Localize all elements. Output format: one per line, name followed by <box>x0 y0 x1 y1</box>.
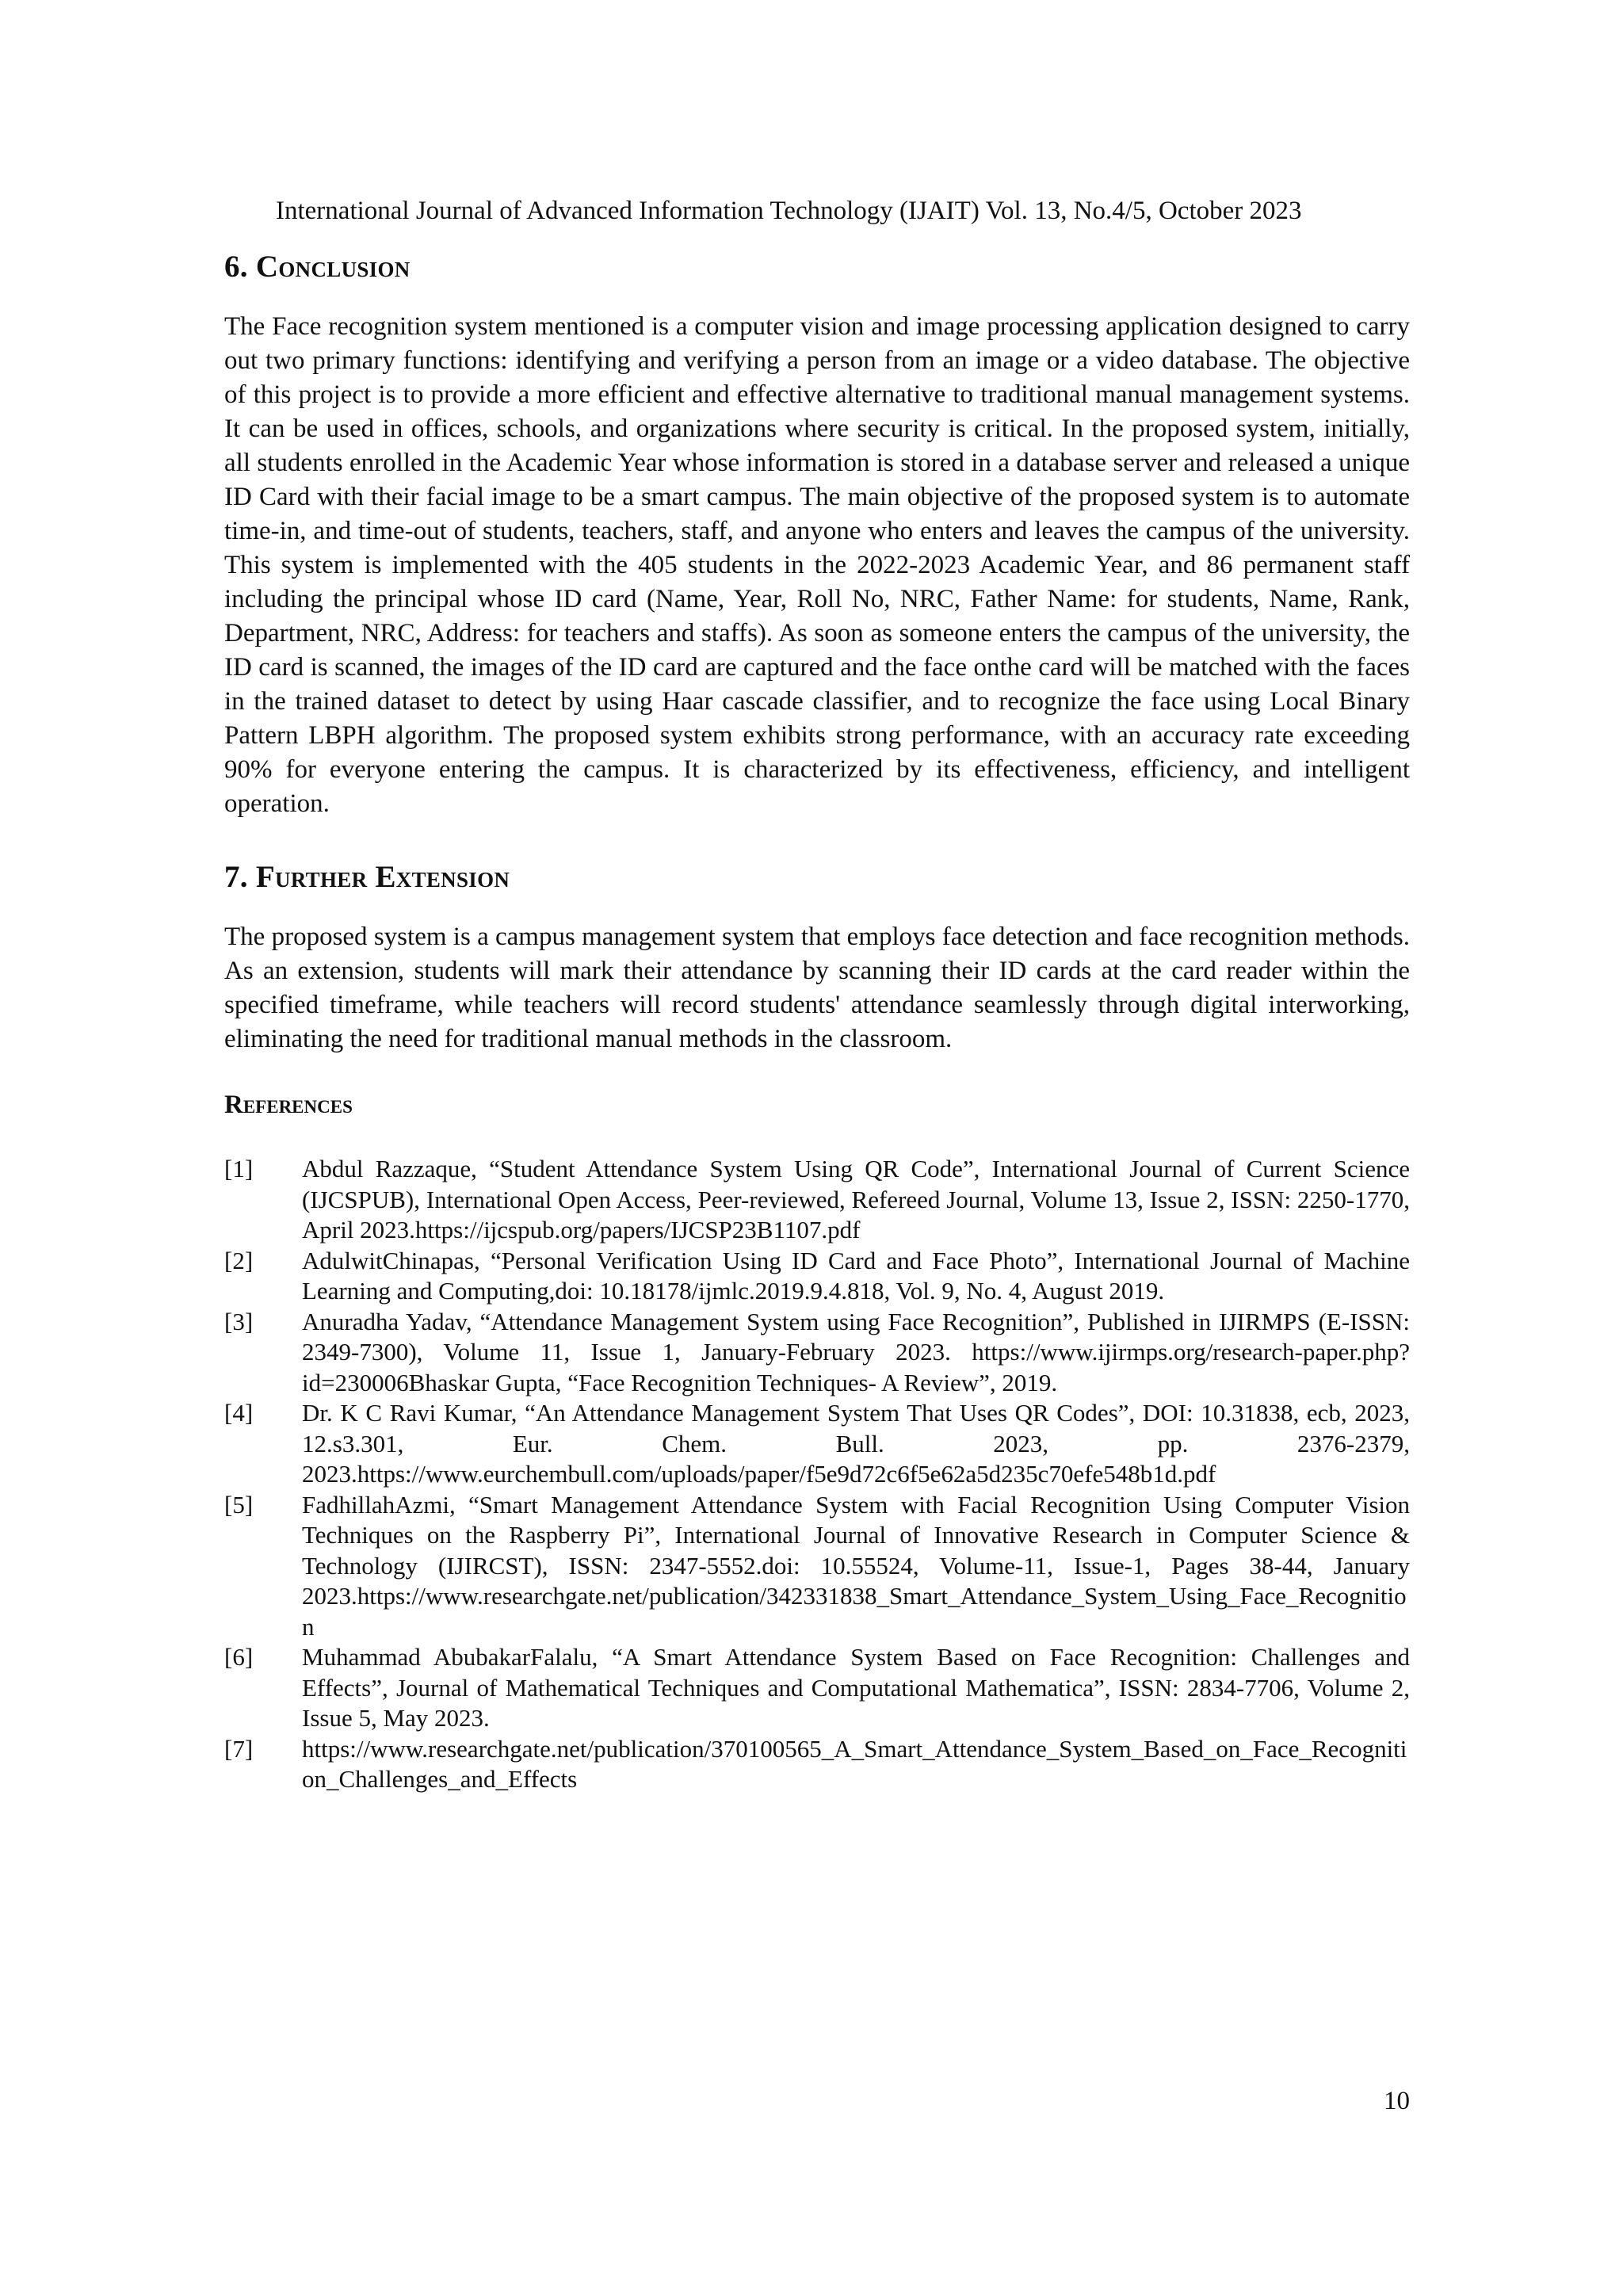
reference-item-4 <box>224 1398 1410 1490</box>
page-content <box>224 247 1410 1795</box>
conclusion-paragraph: The Face recognition system mentioned is a computer vision and image processing application designed to carry out two primary functions: identifying and verifying a person from an image or a video database. The objective of this project is to provide a more efficient and effective alternative to traditional manual management systems. It can be used in offices, schools, and organizations where security is critical. In the proposed system, initially, all students enrolled in the Academic Year whose information is stored in a database server and released a unique ID Card with their facial image to be a smart campus. The main objective of the proposed system is to automate time-in, and time-out of students, teachers, staff, and anyone who enters and leaves the campus of the university. This system is implemented with the 405 students in the 2022-2023 Academic Year, and 86 permanent staff including the principal whose ID card (Name, Year, Roll No, NRC, Father Name: for students, Name, Rank, Department, NRC, Address: for teachers and staffs). As soon as someone enters the campus of the university, the ID card is scanned, the images of the ID card are captured and the face onthe card will be matched with the faces in the trained dataset to detect by using Haar cascade classifier, and to recognize the face using Local Binary Pattern LBPH algorithm. The proposed system exhibits strong performance, with an accuracy rate exceeding 90% for everyone entering the campus. It is characterized by its effectiveness, efficiency, and intelligent operation. <box>224 312 1410 818</box>
reference-number: [3] <box>224 1307 254 1335</box>
further-extension-paragraph: The proposed system is a campus management system that employs face detection and face recognition methods. As an extension, students will mark their attendance by scanning their ID cards at the card reader within the specified timeframe, while teachers will record students' attendance seamlessly through digital interworking, eliminating the need for traditional manual methods in the classroom. <box>224 923 1410 1053</box>
running-header: International Journal of Advanced Information Technology (IJAIT) Vol. 13, No.4/5, October 2023 <box>276 197 1302 225</box>
reference-number: [6] <box>224 1643 254 1671</box>
page-number: 10 <box>1384 2087 1410 2115</box>
reference-text: AdulwitChinapas, “Personal Verification Using ID Card and Face Photo”, International Journal of Machine Learning and Computing,doi: 10.18178/ijmlc.2019.9.4.818, Vol. 9, No. 4, August 2019. <box>302 1246 1410 1305</box>
reference-item-2 <box>224 1246 1410 1307</box>
references-heading: References <box>224 1091 353 1119</box>
reference-text: Anuradha Yadav, “Attendance Management System using Face Recognition”, Published in IJIRMPS (E-ISSN: 2349-7300), Volume 11, Issue 1, January-February 2023. https://www.ijirmps.org/research-paper.php?id=230006Bhaskar Gupta, “Face Recognition Techniques- A Review”, 2019. <box>302 1307 1410 1396</box>
reference-text: Muhammad AbubakarFalalu, “A Smart Attendance System Based on Face Recognition: Challenges and Effects”, Journal of Mathematical Techniques and Computational Mathematica”, ISSN: 2834-7706, Volume 2, Issue 5, May 2023. <box>302 1643 1410 1732</box>
reference-text: https://www.researchgate.net/publication/370100565_A_Smart_Attendance_System_Based_on_Face_Recognition_Challenges_and_Effects <box>302 1734 1407 1793</box>
reference-number: [7] <box>224 1734 254 1763</box>
further-extension-heading: 7. Further Extension <box>224 860 510 894</box>
reference-number: [5] <box>224 1490 254 1519</box>
reference-number: [4] <box>224 1399 254 1427</box>
reference-item-6 <box>224 1642 1410 1734</box>
reference-text: FadhillahAzmi, “Smart Management Attendance System with Facial Recognition Using Computer Vision Techniques on the Raspberry Pi”, International Journal of Innovative Research in Computer Science & Technology (IJIRCST), ISSN: 2347-5552.doi: 10.55524, Volume-11, Issue-1, Pages 38-44, January 2023.https://www.researchgate.net/publication/342331838_Smart_Attendance_System_Using_Face_Recognition <box>302 1490 1410 1641</box>
reference-text: Abdul Razzaque, “Student Attendance System Using QR Code”, International Journal of Current Science (IJCSPUB), International Open Access, Peer-reviewed, Refereed Journal, Volume 13, Issue 2, ISSN: 2250-1770, April 2023.https://ijcspub.org/papers/IJCSP23B1107.pdf <box>302 1155 1410 1244</box>
conclusion-heading: 6. Conclusion <box>224 250 411 284</box>
reference-item-5 <box>224 1490 1410 1643</box>
reference-number: [2] <box>224 1246 254 1274</box>
reference-item-7 <box>224 1734 1410 1795</box>
reference-list <box>224 1154 1410 1795</box>
reference-item-1 <box>224 1154 1410 1246</box>
reference-text: Dr. K C Ravi Kumar, “An Attendance Management System That Uses QR Codes”, DOI: 10.31838, ecb, 2023, 12.s3.301, Eur. Chem. Bull. 2023, pp. 2376-2379, 2023.https://www.eurchembull.com/uploads/paper/f5e9d72c6f5e62a5d235c70efe548b1d.pdf <box>302 1399 1410 1488</box>
reference-number: [1] <box>224 1155 254 1182</box>
reference-item-3 <box>224 1307 1410 1399</box>
